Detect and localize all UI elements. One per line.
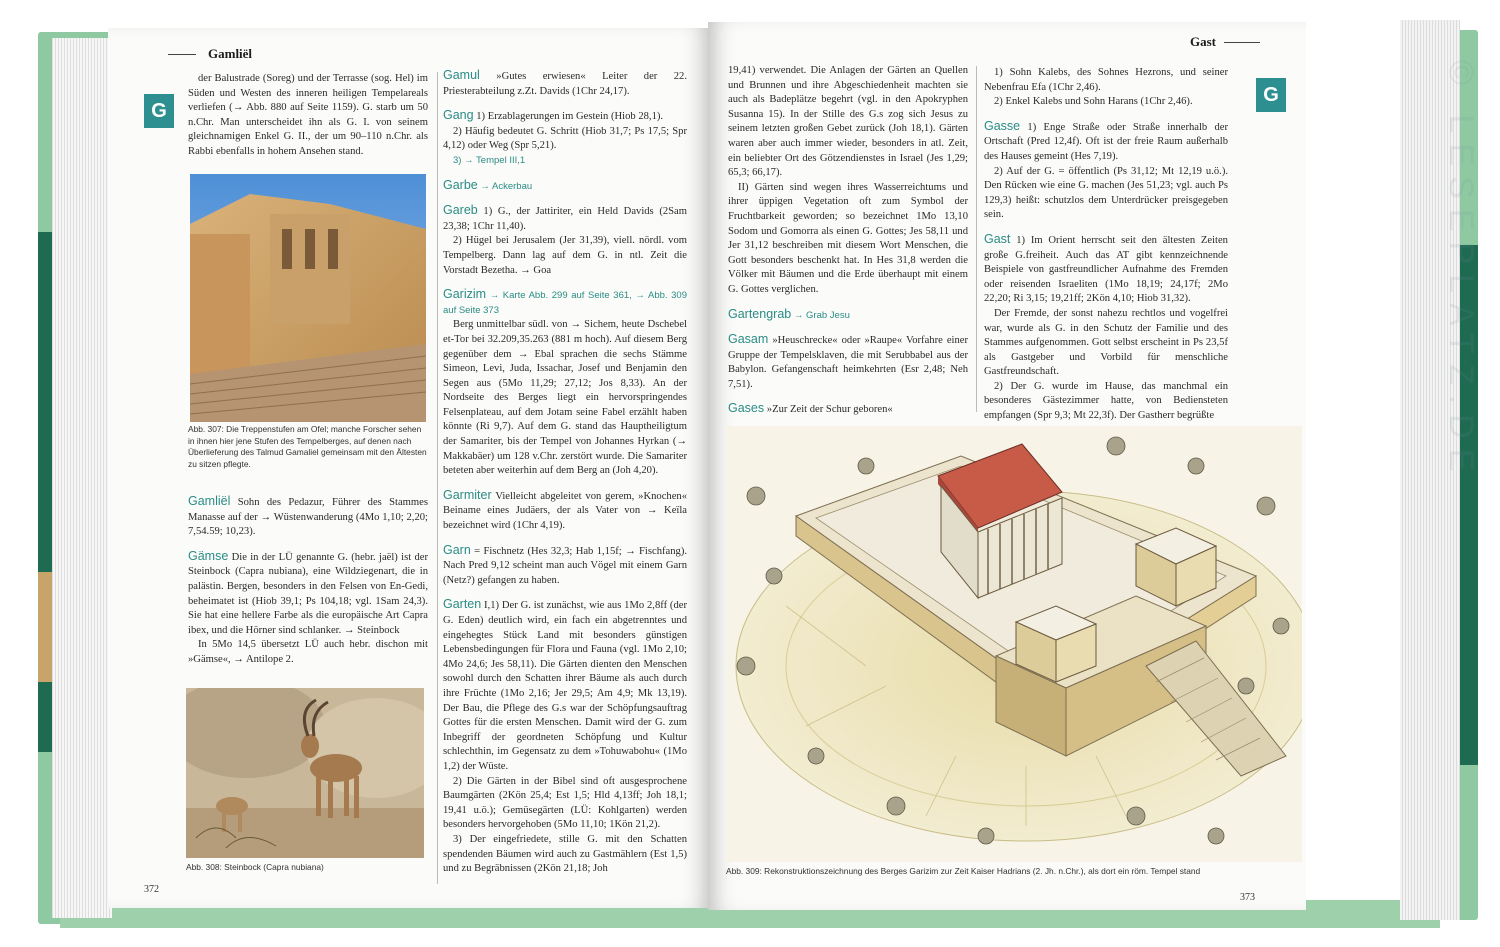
headword: Gang <box>443 108 474 123</box>
entry-text: 3) Der eingefriedete, stille G. mit den Schatten spendenden Bäumen wird auch zu Gastmählern (Est 1,5) und zu Begräbnissen (2Kön 21,18; Joh <box>443 833 687 875</box>
entry-text: 1) Enge Straße oder Straße innerhalb der Ortschaft (Pred 12,4f). Oft ist der freie Raum außerhalb des Hauses gemeint (Hes 7,19). <box>984 121 1229 162</box>
entry-text: 2) Hügel bei Jerusalem (Jer 31,39), viell. nördl. vom Tempelberg. Dann lag auf dem G. in ntl. Zeit die Vorstadt Bezetha. → Goa <box>443 235 687 276</box>
running-head-rule <box>168 54 196 55</box>
entry-text: »Zur Zeit der Schur geboren« <box>766 404 893 416</box>
headword: Gasam <box>728 332 769 347</box>
left-column-1-lower <box>188 494 428 668</box>
headword: Garten <box>443 597 482 612</box>
left-column-1 <box>188 72 428 160</box>
cross-reference[interactable]: → Ackerbau <box>480 180 533 192</box>
page-number: 373 <box>1240 892 1255 903</box>
right-page <box>708 22 1306 910</box>
cross-reference[interactable]: → Grab Jesu <box>793 309 850 321</box>
entry-text: 1) G., der Jattiriter, ein Held Davids (2Sam 23,38; 1Chr 11,40). <box>443 206 687 232</box>
entry-text: Die in der LÜ genannte G. (hebr. jaël) ist der Steinbock (Capra nubiana), eine Wildziegenart, die in palästin. Bergen, besonders in den Felsen von En-Gedi, beheimatet ist (Hiob 39,1; Ps 104,18; vgl. 1Sam 24,3). Sie hat eine hellere Farbe als die europäische Art Capra ibex, und die Hörner sind schlanker. → Steinbock <box>188 551 428 636</box>
entry-text: der Balustrade (Soreg) und der Terrasse (sog. Hel) im Süden und Westen des inneren heiligen Tempelareals verliefen (→ Abb. 880 auf Seite 1159). G. starb um 50 n.Chr. Man unterscheidet ihn als G. I. von seinem gleichnamigen Enkel G. II., der um 90–110 n.Chr. als Rabbi ebenfalls in hohem Ansehen stand. <box>188 73 428 157</box>
headword: Gareb <box>443 203 478 218</box>
entry-text: In 5Mo 14,5 übersetzt LÜ auch hebr. dischon mit »Gämse«, → Antilope 2. <box>188 639 428 665</box>
entry-text: 2) Häufig bedeutet G. Schritt (Hiob 31,7; Ps 17,5; Spr 4,12) oder Weg (Spr 5,21). <box>443 125 687 152</box>
right-column-1 <box>728 64 968 418</box>
figure-309-caption: Abb. 309: Rekonstruktionszeichnung des Berges Garizim zur Zeit Kaiser Hadrians (2. Jh. n.Chr.), als dort ein röm. Tempel stand <box>726 866 1201 876</box>
running-head-rule <box>1224 42 1260 43</box>
figure-308-ibex-photo <box>186 688 424 858</box>
entry-text: 2) Die Gärten in der Bibel sind oft ausgesprochene Baumgärten (2Kön 25,4; Est 1,5; Hld 4,13ff; Joh 18,1; 19,41 u.ö.); Gemüsegärten (LÜ: Kohlgarten) werden besonders hervorgehoben (5Mo 11,10; 1Kön 21,2). <box>443 775 687 831</box>
entry-text: 2) Enkel Kalebs und Sohn Harans (1Chr 2,46). <box>994 96 1193 108</box>
entry-text: Sohn des Pedazur, Führer des Stammes Manasse auf der → Wüstenwanderung (4Mo 1,10; 2,20; 7,54.59; 10,23). <box>188 497 428 538</box>
entry-text: 1) Erzablagerungen im Gestein (Hiob 28,1). <box>476 111 664 123</box>
entry-text: 2) Auf der G. = öffentlich (Ps 31,12; Mt 12,19 u.ö.). Den Rücken wie eine G. machen (Jes 51,23; vgl. auch Ps 129,3) heißt: schutzlos dem Unterdrücker preisgegeben sein. <box>984 165 1228 221</box>
right-column-2 <box>984 66 1228 424</box>
page-edges-left <box>52 38 112 918</box>
entry-text: 2) Der G. wurde im Hause, das manchmal ein besonderes Gästezimmer hatte, von Bediensteten empfangen (Spr 9,3; Mt 22,3f). Der Gastherr begrüßte <box>984 380 1228 422</box>
entry-text: Vielleicht abgeleitet von gerem, »Knochen« Beiname eines Judäers, der als Vater von → Keïla bezeichnet wird (1Chr 4,19). <box>443 490 687 532</box>
watermark-text: © LESEPLATZ.DE <box>1442 60 1480 482</box>
thumb-index-tab: G <box>1256 78 1286 112</box>
page-number: 372 <box>144 884 159 895</box>
headword: Garbe <box>443 177 478 192</box>
headword: Gämse <box>188 548 229 563</box>
headword: Gases <box>728 401 765 416</box>
headword: Gartengrab <box>728 306 792 321</box>
thumb-index-tab: G <box>144 94 174 128</box>
headword: Gamliël <box>188 494 231 508</box>
column-divider <box>437 72 438 884</box>
headword: Garizim <box>443 287 487 302</box>
entry-text: 1) Im Orient herrscht seit den ältesten Zeiten große G.freiheit. Auch das AT gibt kennzeichnende Beispiele von gastfreundlicher Aufnahme des Fremden oder reisenden Israeliten (1Mo 18,19; 24,17f; 2Mo 22,20; Ri 3,15; 19,21ff; 2Kön 4,10; Hiob 31,32). <box>984 234 1228 305</box>
figure-308-caption: Abb. 308: Steinbock (Capra nubiana) <box>186 862 324 872</box>
entry-text: Der Fremde, der sonst nahezu rechtlos und vogelfrei war, wurde als G. in den Schutz der Familie und des Stammes aufgenommen. Gott selbst erscheint in Ps 23,5f als Gastgeber und Vorbild für menschliche Gastfreundschaft. <box>984 307 1228 378</box>
entry-text: »Heuschrecke« oder »Raupe« Vorfahre einer Gruppe der Tempelsklaven, die mit Serubbabel aus der Babylon. Gefangenschaft heimkehrten (Esr 2,48; Neh 7,51). <box>728 335 968 390</box>
running-head: Gamliël <box>208 46 253 61</box>
entry-text: »Gutes erwiesen« Leiter der 22. Priesterabteilung z.Zt. Davids (1Chr 24,17). <box>443 71 687 97</box>
left-page <box>108 28 710 908</box>
entry-text: 1) Sohn Kalebs, des Sohnes Hezrons, und seiner Nebenfrau Efa (1Chr 2,46). <box>984 67 1228 93</box>
entry-text: = Fischnetz (Hes 32,3; Hab 1,15f; → Fischfang). Nach Pred 9,12 scheint man auch Vögel mit einem Garn (Netz?) gefangen zu haben. <box>443 545 687 586</box>
figure-307-caption: Abb. 307: Die Treppenstufen am Ofel; manche Forscher sehen in ihnen hier jene Stufen des Tempelberges, auf denen nach Überlieferung des Talmud Gamaliel gemeinsam mit den Ältesten zu sitzen pflegte. <box>188 424 427 469</box>
running-head: Gast <box>1190 34 1216 49</box>
headword: Garn <box>443 542 471 557</box>
cross-reference[interactable]: 3) → Tempel III,1 <box>453 154 526 166</box>
entry-text: 19,41) verwendet. Die Anlagen der Gärten an Quellen und Brunnen und ihre Abgeschiedenheit machten sie auch als Badeplätze begehrt (vgl. in den Apokryphen Susanna 15). In der Stille des G.s zog sich Jesus zu seinem letzten großen Gebet zurück (Joh 18,1). Gärten waren aber auch immer wieder, besonders in atl. Zeit, ein beliebter Ort des Götzendienstes in Israel (Jes 1,29; 65,3; 66,17). <box>728 65 968 179</box>
headword: Garmiter <box>443 487 492 502</box>
entry-text: Berg unmittelbar südl. von → Sichem, heute Dschebel et-Tor bei 32.209,35.263 (881 m hoch). Auf diesem Berg gegenüber dem → Ebal sprachen die sechs Stämme Simeon, Levi, Juda, Issachar, Josef und Benjamin den Segen aus (5Mo 11,29; 27,12; Jos 8,33). An der Nordseite des Berges liegt ein hervorspringendes Felsenplateau, auf dem Jotam seine Fabel erzählt haben könnte (Ri 9,7). Auf dem G. stand das Hauptheiligtum der Samariter, bis der Tempel von Johannes Hyrkan (→ Makkabäer) um 128 v.Chr. zerstört wurde. Die Samariter beteten aber weiterhin auf dem Berg an (Joh 4,20). <box>443 319 687 477</box>
figure-307-stairs-photo <box>190 174 426 422</box>
figure-309-temple-illustration <box>726 426 1302 862</box>
headword: Gamul <box>443 68 480 82</box>
entry-text: II) Gärten sind wegen ihres Wasserreichtums und ihrer üppigen Vegetation oft zum Symbol der Fruchtbarkeit geworden; so bezeichnet 1Mo 13,10 Sodom und Gomorra als einen G. Gottes; Jes 58,11 und Jer 31,12 beschreiben mit diesem Wort Menschen, die Gott besonders beschenkt hat. In Hes 31,8 werden die Völker mit Bäumen und die Erde überhaupt mit einem G. Gottes verglichen. <box>728 181 968 295</box>
cross-reference[interactable]: → Karte Abb. 299 auf Seite 361, → Abb. 309 auf Seite 373 <box>443 290 687 316</box>
left-column-2 <box>443 68 687 877</box>
headword: Gasse <box>984 118 1021 133</box>
entry-text: I,1) Der G. ist zunächst, wie aus 1Mo 2,8ff (der G. Eden) deutlich wird, ein fach ein abgetrenntes und eingehegtes Stück Land mit besonders günstigen Lebensbedingungen für Flora und Fauna (vgl. 1Mo 2,10; 4Mo 24,6; Jes 58,11). Die Gärten dienten den Menschen sowohl durch den Schatten ihrer Bäume als auch durch ihre Früchte (1Mo 2,16; Jer 29,5; Am 4,9; Mk 13,19). Der Bau, die Pflege des G.s war der Schöpfungsauftrag Gottes für die ersten Menschen. Damit wird der G. zum Inbegriff der geordneten Schöpfung und Kultur schlechthin, im Gegensatz zu dem »Tohuwabohu« (1Mo 1,2) der Wüste. <box>443 600 687 772</box>
column-divider <box>976 66 977 412</box>
headword: Gast <box>984 231 1011 246</box>
